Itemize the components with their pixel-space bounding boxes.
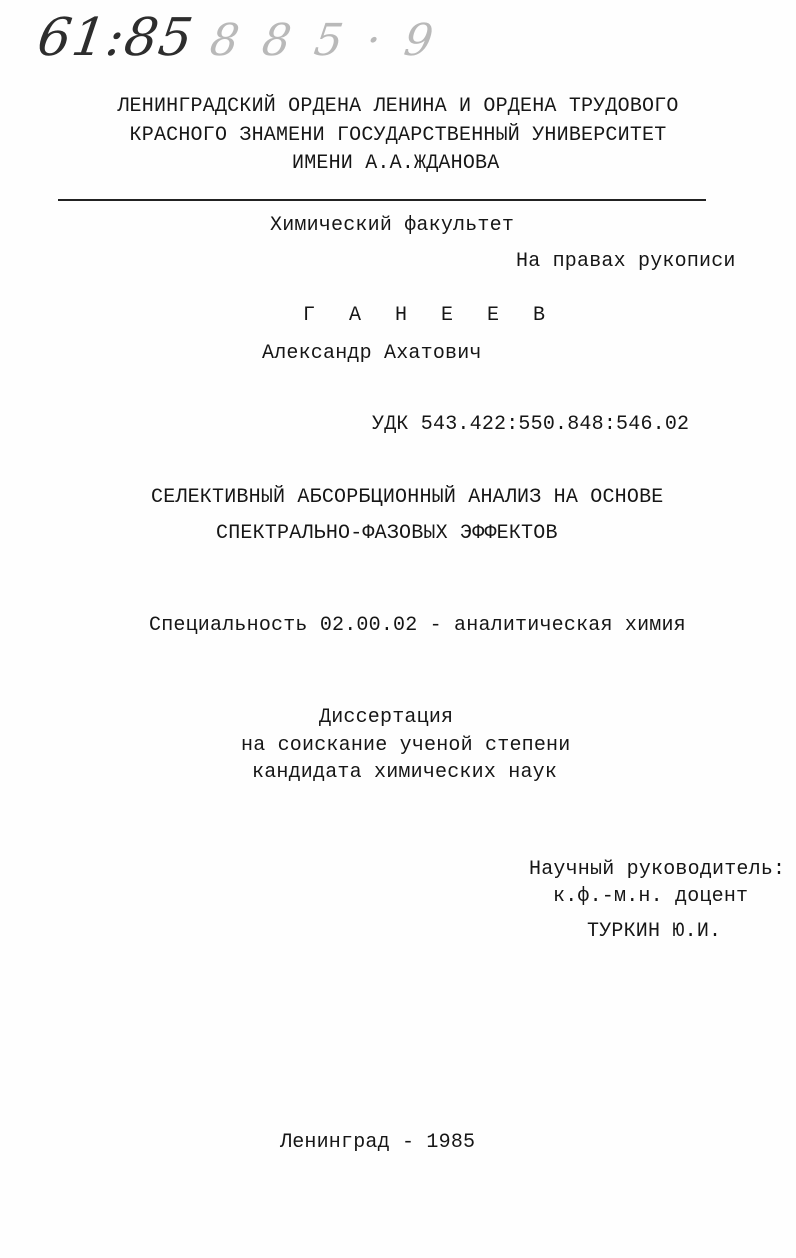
place-and-year: Ленинград - 1985 [280,1131,476,1154]
header-divider [58,199,706,201]
specialty: Специальность 02.00.02 - аналитическая химия [149,614,686,637]
dissertation-label: Диссертация [319,706,454,729]
author-name: Александр Ахатович [262,342,482,365]
manuscript-note: На правах рукописи [516,250,736,273]
archive-handwritten-mark [34,8,473,70]
faculty: Химический факультет [270,214,515,237]
udk-code: УДК 543.422:550.848:546.02 [372,413,690,436]
institution-line-1: ЛЕНИНГРАДСКИЙ ОРДЕНА ЛЕНИНА И ОРДЕНА ТРУДОВОГО [117,95,679,118]
degree-name: кандидата химических наук [252,761,558,784]
supervisor-name: ТУРКИН Ю.И. [587,920,722,943]
archive-faded-mark: 8 8 5 · 9 [207,15,442,66]
institution-line-3: ИМЕНИ А.А.ЖДАНОВА [292,152,500,175]
archive-number: 61:85 [33,8,198,68]
degree-purpose: на соискание ученой степени [241,734,571,757]
institution-line-2: КРАСНОГО ЗНАМЕНИ ГОСУДАРСТВЕННЫЙ УНИВЕРСИТЕТ [129,124,667,147]
supervisor-label: Научный руководитель: [529,858,786,881]
author-surname: Г А Н Е Е В [303,304,557,327]
dissertation-title-line-2: СПЕКТРАЛЬНО-ФАЗОВЫХ ЭФФЕКТОВ [216,522,558,545]
supervisor-degree: к.ф.-м.н. доцент [553,885,749,908]
dissertation-title-line-1: СЕЛЕКТИВНЫЙ АБСОРБЦИОННЫЙ АНАЛИЗ НА ОСНОВЕ [151,486,664,509]
